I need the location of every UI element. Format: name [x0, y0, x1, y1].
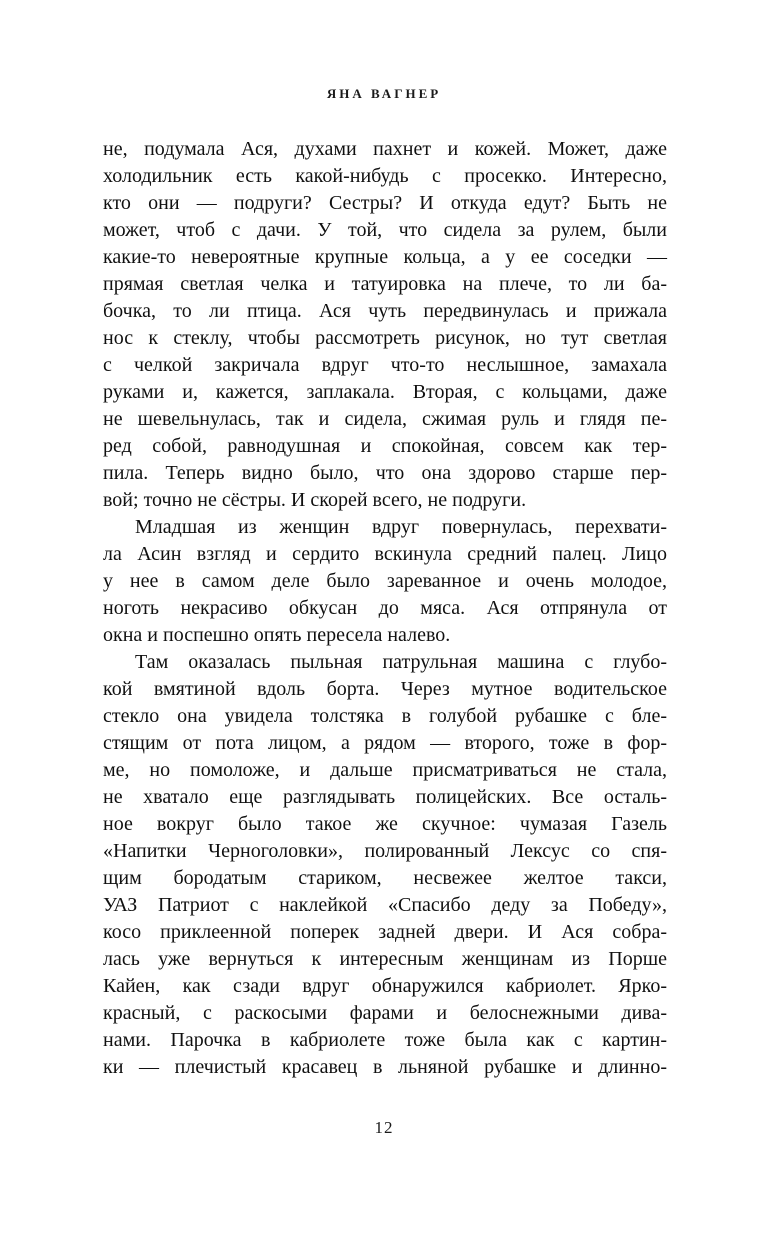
text-line: лась уже вернуться к интересным женщинам из Порше — [103, 948, 667, 970]
text-line: не, подумала Ася, духами пахнет и кожей. Может, даже — [103, 138, 667, 160]
text-line: косо приклеенной поперек задней двери. И Ася собра- — [103, 921, 667, 943]
text-block — [103, 136, 667, 1081]
text-line: может, чтоб с дачи. У той, что сидела за рулем, были — [103, 219, 667, 241]
text-line: вой; точно не сёстры. И скорей всего, не подруги. — [103, 489, 527, 511]
text-line: с челкой закричала вдруг что-то неслышное, замахала — [103, 354, 667, 376]
text-line: не хватало еще разглядывать полицейских. Все осталь- — [103, 786, 667, 808]
text-line: нами. Парочка в кабриолете тоже была как с картин- — [103, 1029, 667, 1051]
text-line: стящим от пота лицом, а рядом — второго, тоже в фор- — [103, 732, 667, 754]
text-line: кой вмятиной вдоль борта. Через мутное водительское — [103, 678, 667, 700]
text-line: окна и поспешно опять пересела налево. — [103, 624, 451, 646]
text-line: ме, но помоложе, и дальше присматриваться не стала, — [103, 759, 667, 781]
text-line: ки — плечистый красавец в льняной рубашке и длинно- — [103, 1056, 667, 1078]
text-line: нос к стеклу, чтобы рассмотреть рисунок, но тут светлая — [103, 327, 667, 349]
text-line: ное вокруг было такое же скучное: чумазая Газель — [103, 813, 667, 835]
text-line: Кайен, как сзади вдруг обнаружился кабриолет. Ярко- — [103, 975, 667, 997]
text-line: стекло она увидела толстяка в голубой рубашке с бле- — [103, 705, 667, 727]
text-line: ноготь некрасиво обкусан до мяса. Ася отпрянула от — [103, 597, 667, 619]
text-line: у нее в самом деле было зареванное и очень молодое, — [103, 570, 667, 592]
text-line: прямая светлая челка и татуировка на плече, то ли ба- — [103, 273, 667, 295]
text-line: «Напитки Черноголовки», полированный Лексус со спя- — [103, 840, 667, 862]
text-line: Там оказалась пыльная патрульная машина с глубо- — [135, 651, 667, 673]
text-line: руками и, кажется, заплакала. Вторая, с кольцами, даже — [103, 381, 667, 403]
text-line: холодильник есть какой-нибудь с просекко. Интересно, — [103, 165, 667, 187]
text-line: ла Асин взгляд и сердито вскинула средний палец. Лицо — [103, 543, 667, 565]
text-line: бочка, то ли птица. Ася чуть передвинулась и прижала — [103, 300, 667, 322]
text-line: щим бородатым стариком, несвежее желтое такси, — [103, 867, 667, 889]
running-head-author: ЯНА ВАГНЕР — [326, 86, 442, 101]
text-line: УАЗ Патриот с наклейкой «Спасибо деду за Победу», — [103, 894, 667, 916]
text-line: ред собой, равнодушная и спокойная, совсем как тер- — [103, 435, 667, 457]
text-line: не шевельнулась, так и сидела, сжимая руль и глядя пе- — [103, 408, 667, 430]
page-number: 12 — [374, 1118, 394, 1137]
text-line: Младшая из женщин вдруг повернулась, перехвати- — [135, 516, 667, 538]
text-line: какие-то невероятные крупные кольца, а у ее соседки — — [103, 246, 667, 268]
text-line: кто они — подруги? Сестры? И откуда едут? Быть не — [103, 192, 667, 214]
text-line: пила. Теперь видно было, что она здорово старше пер- — [103, 462, 667, 484]
text-line: красный, с раскосыми фарами и белоснежными дива- — [103, 1002, 667, 1024]
